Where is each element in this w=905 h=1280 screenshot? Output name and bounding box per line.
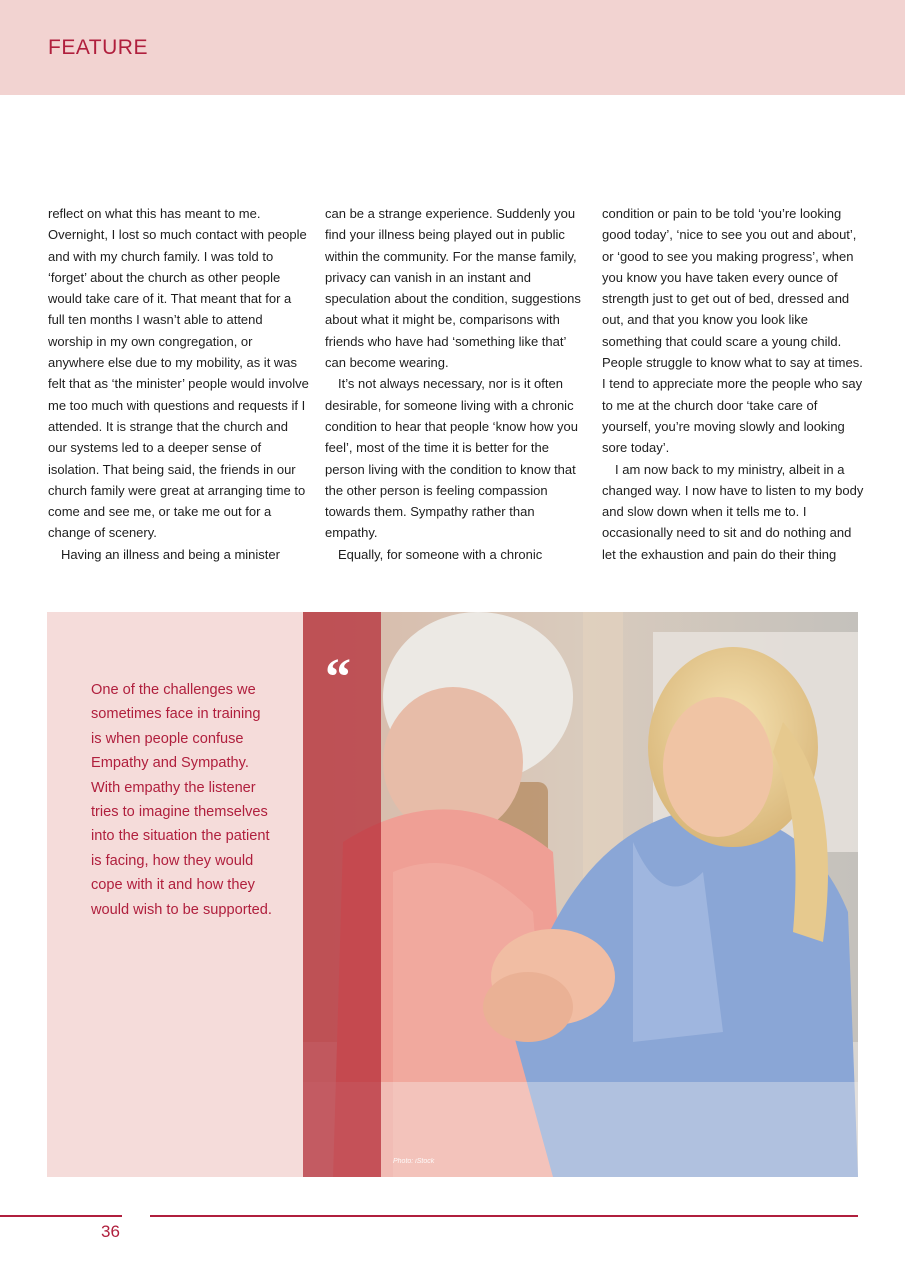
column-1-paragraph-2: Having an illness and being a minister <box>61 546 280 562</box>
pull-quote-panel <box>47 612 303 1177</box>
page-number: 36 <box>101 1222 120 1241</box>
feature-photo <box>303 612 858 1177</box>
article-column-1 <box>48 203 310 565</box>
quote-accent-strip <box>303 612 381 1177</box>
column-3-paragraph-2: I am now back to my ministry, albeit in a changed way. I now have to listen to my body and slow down when it tells me to. I occasionally need to sit and do nothing and let the exhaustion and pain do their thing <box>602 461 864 562</box>
column-2-paragraph-1: can be a strange experience. Suddenly you find your illness being played out in public within the community. For the manse family, privacy can vanish in an instant and speculation about the condition, suggestions about what it might be, comparisons with friends who have had ‘something like that’ can become wearing. <box>325 206 581 371</box>
header-band <box>0 0 905 95</box>
pull-quote-text: One of the challenges we sometimes face in training is when people confuse Empathy and Sympathy. With empathy the listener tries to imagine themselves into the situation the patient is facing, how they would cope with it and how they would wish to be supported. <box>91 682 272 918</box>
photo-illustration <box>303 612 858 1177</box>
article-column-3 <box>602 203 864 565</box>
column-1-paragraph-1: reflect on what this has meant to me. Overnight, I lost so much contact with people and with my church family. I was told to ‘forget’ about the church as other people would take care of it. That meant that for a full ten months I wasn’t able to attend worship in my own congregation, or anywhere else due to my mobility, as it was felt that as ‘the minister’ people would involve me too much with questions and requests if I attended. It is strange that the church and our systems led to a deeper sense of isolation. That being said, the friends in our church family were great at arranging time to come and see me, or take me out for a change of scenery. <box>48 206 309 541</box>
quote-mark-icon: “ <box>325 649 351 706</box>
section-label: FEATURE <box>48 36 148 59</box>
column-3-paragraph-1: condition or pain to be told ‘you’re looking good today’, ‘nice to see you out and about’, or ‘good to see you making progress’, when you know you have taken every ounce of strength just to get out of bed, dressed and out, and that you know you look like something that could scare a young child. People struggle to know what to say at times. I tend to appreciate more the people who say to me at the church door ‘take care of yourself, you’re moving slowly and looking sore today’. <box>602 206 863 456</box>
footer-rule-right <box>150 1215 858 1217</box>
article-column-2 <box>325 203 587 565</box>
column-2-paragraph-3: Equally, for someone with a chronic <box>338 546 543 562</box>
photo-credit: Photo: iStock <box>393 1158 435 1165</box>
footer-rule-left <box>0 1215 122 1217</box>
column-2-paragraph-2: It’s not always necessary, nor is it often desirable, for someone living with a chronic condition to hear that people ‘know how you feel’, most of the time it is better for the person living with the condition to know that the other person is feeling compassion towards them. Sympathy rather than empathy. <box>325 376 578 541</box>
